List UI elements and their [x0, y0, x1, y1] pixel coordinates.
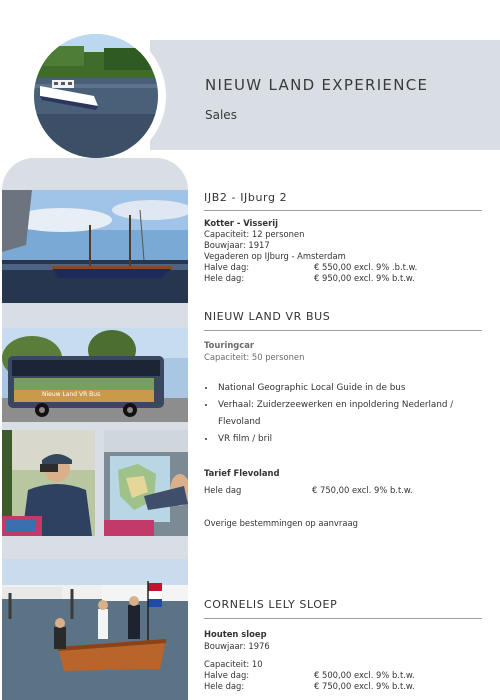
- vr-bus-full-day-label: Hele dag: [204, 485, 242, 495]
- sloep-capacity: Capaciteit: 10: [204, 659, 263, 669]
- header-band: [150, 40, 500, 150]
- vr-map-photo: [104, 430, 188, 536]
- sloep-half-day-price: € 500,00 excl. 9% b.t.w.: [314, 670, 415, 680]
- hero-boat-photo: [34, 34, 158, 158]
- ijb2-boat-photo: [2, 190, 188, 303]
- ijb2-full-day-row: [204, 273, 484, 284]
- ijb2-rule: [204, 210, 482, 211]
- vr-bus-capacity: Capaciteit: 50 personen: [204, 352, 305, 362]
- sloep-rule: [204, 618, 482, 619]
- sloep-type: Houten sloep: [204, 629, 267, 639]
- ijb2-type: Kotter - Visserij: [204, 218, 278, 228]
- vr-bus-feature-item: • National Geographic Local Guide in de bus: [216, 380, 496, 397]
- ijb2-half-day-row: [204, 262, 484, 273]
- bus-side-text: Nieuw Land VR Bus: [42, 391, 101, 398]
- vr-bus-other-destinations: Overige bestemmingen op aanvraag: [204, 518, 358, 528]
- vr-bus-heading: NIEUW LAND VR BUS: [204, 310, 331, 323]
- ijb2-capacity: Capaciteit: 12 personen: [204, 229, 305, 239]
- sloep-heading: CORNELIS LELY SLOEP: [204, 598, 338, 611]
- sloep-boat-photo: [2, 559, 188, 700]
- ijb2-full-day-label: Hele dag:: [204, 273, 245, 283]
- vr-bus-feature-item: • VR film / bril: [216, 431, 496, 448]
- vr-bus-type: Touringcar: [204, 340, 255, 350]
- vr-bus-feature-item: • Verhaal: Zuiderzeewerken en inpoldering Nederland / Flevoland: [216, 397, 496, 431]
- sloep-half-day-label: Halve dag:: [204, 670, 250, 680]
- sloep-full-day-label: Hele dag:: [204, 681, 245, 691]
- vr-bus-full-day-price: € 750,00 excl. 9% b.t.w.: [312, 485, 413, 495]
- ijb2-half-day-label: Halve dag:: [204, 262, 250, 272]
- sloep-full-day-row: [204, 681, 484, 692]
- sloep-full-day-price: € 750,00 excl. 9% b.t.w.: [314, 681, 415, 691]
- vr-bus-tariff-label: Tarief Flevoland: [204, 468, 280, 478]
- ijb2-route: Vegaderen op IJburg - Amsterdam: [204, 251, 346, 261]
- ijb2-heading: IJB2 - IJburg 2: [204, 191, 288, 204]
- sloep-year: Bouwjaar: 1976: [204, 641, 270, 651]
- page-title: NIEUW LAND EXPERIENCE: [205, 76, 429, 94]
- sloep-half-day-row: [204, 670, 484, 681]
- vr-bus-photo: [2, 328, 188, 422]
- page-subtitle: Sales: [205, 108, 237, 122]
- ijb2-full-day-price: € 950,00 excl. 9% b.t.w.: [314, 273, 415, 283]
- vr-bus-rule: [204, 330, 482, 331]
- ijb2-half-day-price: € 550,00 excl. 9% .b.t.w.: [314, 262, 418, 272]
- ijb2-year: Bouwjaar: 1917: [204, 240, 270, 250]
- vr-guide-photo: [2, 430, 95, 536]
- vr-bus-full-day-row: [204, 485, 484, 496]
- vr-bus-feature-list: [204, 380, 496, 448]
